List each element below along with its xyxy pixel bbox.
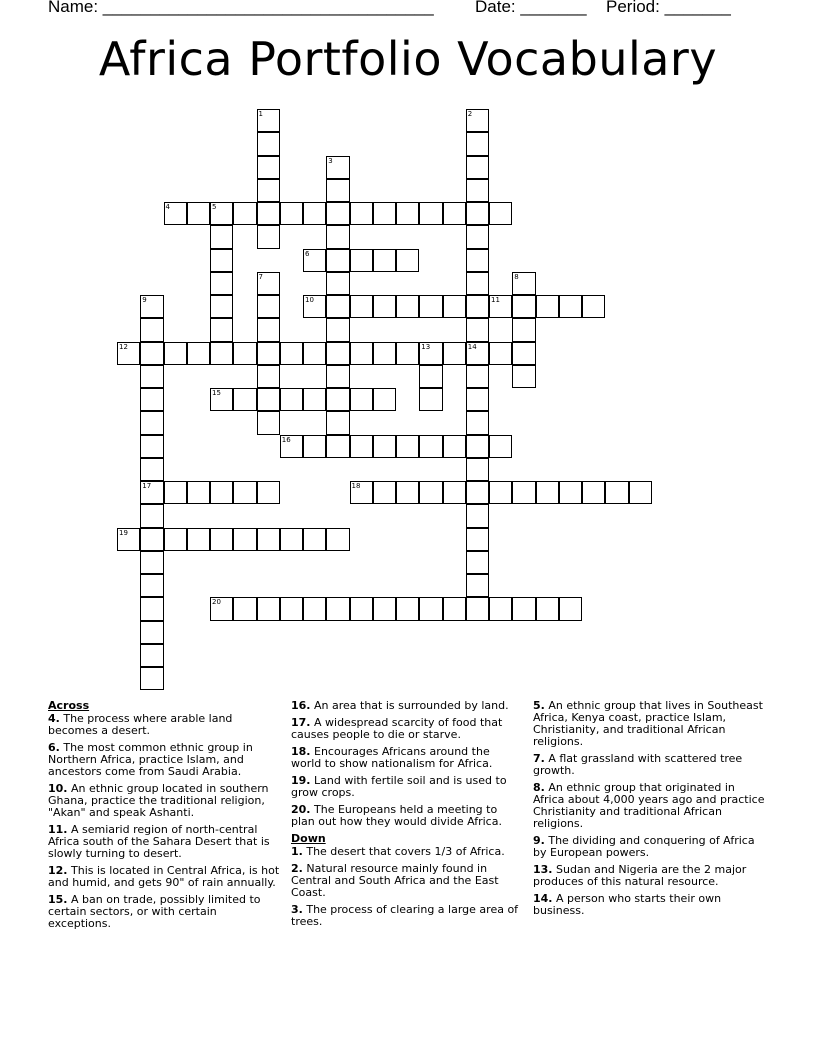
- crossword-cell[interactable]: [396, 249, 419, 272]
- clue-number: 8.: [533, 781, 545, 794]
- crossword-cell[interactable]: [326, 272, 349, 295]
- crossword-cell[interactable]: [443, 202, 466, 225]
- cell-number: 2: [467, 110, 473, 118]
- clue-number: 5.: [533, 699, 545, 712]
- crossword-cell[interactable]: [303, 295, 326, 318]
- crossword-cell[interactable]: [326, 249, 349, 272]
- crossword-cell[interactable]: [419, 481, 442, 504]
- cell-number: 18: [351, 482, 361, 490]
- clue-text: The process of clearing a large area of trees.: [291, 903, 519, 928]
- crossword-cell[interactable]: [489, 202, 512, 225]
- crossword-cell[interactable]: [326, 318, 349, 341]
- crossword-cell[interactable]: [443, 597, 466, 620]
- clue-across-12: [48, 865, 280, 889]
- clue-text: Land with fertile soil and is used to grow crops.: [291, 774, 507, 799]
- crossword-cell[interactable]: [140, 295, 163, 318]
- crossword-cell[interactable]: [303, 528, 326, 551]
- crossword-cell[interactable]: [373, 597, 396, 620]
- crossword-cell[interactable]: [233, 481, 256, 504]
- crossword-cell[interactable]: [257, 528, 280, 551]
- clue-across-17: [291, 717, 523, 741]
- clue-text: Encourages Africans around the world to show nationalism for Africa.: [291, 745, 493, 770]
- clue-text: The most common ethnic group in Northern Africa, practice Islam, and ancestors come from Saudi Arabia.: [48, 741, 253, 778]
- crossword-cell[interactable]: [466, 342, 489, 365]
- crossword-cell[interactable]: [605, 481, 628, 504]
- crossword-cell[interactable]: [210, 597, 233, 620]
- clue-text: This is located in Central Africa, is hot and humid, and gets 90" of rain annually.: [48, 864, 280, 889]
- crossword-cell[interactable]: [140, 388, 163, 411]
- clue-across-4: [48, 713, 280, 737]
- clue-across-20: [291, 804, 523, 828]
- clue-down-9: [533, 835, 765, 859]
- crossword-cell[interactable]: [257, 156, 280, 179]
- crossword-cell[interactable]: [187, 528, 210, 551]
- crossword-cell[interactable]: [443, 435, 466, 458]
- crossword-cell[interactable]: [466, 528, 489, 551]
- clue-text: The Europeans held a meeting to plan out how they would divide Africa.: [291, 803, 502, 828]
- date-field[interactable]: Date: _______: [475, 0, 587, 16]
- crossword-cell[interactable]: [373, 342, 396, 365]
- crossword-cell[interactable]: [419, 597, 442, 620]
- crossword-cell[interactable]: [140, 574, 163, 597]
- crossword-cell[interactable]: [419, 435, 442, 458]
- crossword-cell[interactable]: [280, 202, 303, 225]
- clue-number: 2.: [291, 862, 303, 875]
- crossword-cell[interactable]: [210, 202, 233, 225]
- cell-number: 9: [142, 296, 147, 304]
- crossword-cell[interactable]: [419, 202, 442, 225]
- crossword-cell[interactable]: [489, 295, 512, 318]
- cell-number: 1: [258, 110, 263, 118]
- clue-number: 9.: [533, 834, 545, 847]
- clue-across-16: [291, 700, 523, 712]
- crossword-cell[interactable]: [326, 342, 349, 365]
- clue-text: Sudan and Nigeria are the 2 major produces of this natural resource.: [533, 863, 747, 888]
- crossword-cell[interactable]: [140, 644, 163, 667]
- crossword-cell[interactable]: [117, 528, 140, 551]
- crossword-cell[interactable]: [326, 528, 349, 551]
- clue-number: 1.: [291, 845, 303, 858]
- crossword-cell[interactable]: [210, 249, 233, 272]
- crossword-cell[interactable]: [396, 202, 419, 225]
- crossword-cell[interactable]: [489, 597, 512, 620]
- crossword-cell[interactable]: [187, 342, 210, 365]
- crossword-cell[interactable]: [257, 318, 280, 341]
- crossword-cell[interactable]: [466, 597, 489, 620]
- crossword-cell[interactable]: [140, 318, 163, 341]
- crossword-cell[interactable]: [164, 202, 187, 225]
- clue-number: 16.: [291, 699, 311, 712]
- crossword-cell[interactable]: [257, 132, 280, 155]
- clue-across-15: [48, 894, 280, 930]
- crossword-cell[interactable]: [326, 597, 349, 620]
- crossword-cell[interactable]: [140, 365, 163, 388]
- clue-number: 12.: [48, 864, 68, 877]
- crossword-cell[interactable]: [443, 342, 466, 365]
- crossword-cell[interactable]: [489, 435, 512, 458]
- cell-number: 13: [421, 342, 431, 351]
- clue-number: 14.: [533, 892, 553, 905]
- clues-column-1: [48, 700, 280, 935]
- crossword-cell[interactable]: [396, 597, 419, 620]
- clue-number: 17.: [291, 716, 311, 729]
- crossword-cell[interactable]: [303, 249, 326, 272]
- crossword-cell[interactable]: [466, 202, 489, 225]
- crossword-cell[interactable]: [350, 342, 373, 365]
- crossword-cell[interactable]: [466, 388, 489, 411]
- crossword-cell[interactable]: [280, 435, 303, 458]
- cell-number: 15: [212, 389, 221, 397]
- cell-number: 5: [212, 203, 217, 211]
- crossword-cell[interactable]: [629, 481, 652, 504]
- crossword-cell[interactable]: [140, 621, 163, 644]
- crossword-cell[interactable]: [443, 295, 466, 318]
- crossword-cell[interactable]: [443, 481, 466, 504]
- crossword-cell[interactable]: [140, 597, 163, 620]
- crossword-cell[interactable]: [164, 342, 187, 365]
- crossword-cell[interactable]: [559, 597, 582, 620]
- crossword-cell[interactable]: [210, 318, 233, 341]
- crossword-cell[interactable]: [512, 365, 535, 388]
- cell-number: 12: [119, 342, 128, 351]
- crossword-cell[interactable]: [210, 481, 233, 504]
- crossword-cell[interactable]: [233, 528, 256, 551]
- crossword-cell[interactable]: [350, 435, 373, 458]
- cell-number: 4: [165, 203, 170, 211]
- clue-text: A person who starts their own business.: [533, 892, 722, 917]
- clue-text: The desert that covers 1/3 of Africa.: [306, 845, 505, 858]
- cell-number: 6: [305, 249, 310, 258]
- crossword-cell[interactable]: [257, 365, 280, 388]
- crossword-cell[interactable]: [350, 597, 373, 620]
- down-heading: Down: [291, 832, 326, 845]
- crossword-cell[interactable]: [396, 295, 419, 318]
- crossword-cell[interactable]: [350, 295, 373, 318]
- crossword-cell[interactable]: [536, 481, 559, 504]
- crossword-cell[interactable]: [466, 481, 489, 504]
- crossword-cell[interactable]: [512, 342, 535, 365]
- clue-text: A semiarid region of north-central Africa south of the Sahara Desert that is slowly turning to desert.: [48, 823, 270, 860]
- clue-number: 18.: [291, 745, 311, 758]
- crossword-cell[interactable]: [326, 365, 349, 388]
- crossword-cell[interactable]: [536, 295, 559, 318]
- clue-number: 19.: [291, 774, 311, 787]
- crossword-cell[interactable]: [210, 225, 233, 248]
- crossword-cell[interactable]: [140, 504, 163, 527]
- crossword-cell[interactable]: [303, 597, 326, 620]
- clue-across-11: [48, 824, 280, 860]
- crossword-cell[interactable]: [466, 272, 489, 295]
- crossword-cell[interactable]: [210, 295, 233, 318]
- crossword-cell[interactable]: [512, 597, 535, 620]
- clues-column-2: [291, 700, 523, 933]
- crossword-cell[interactable]: [466, 411, 489, 434]
- crossword-cell[interactable]: [326, 202, 349, 225]
- crossword-cell[interactable]: [257, 179, 280, 202]
- crossword-cell[interactable]: [419, 365, 442, 388]
- clue-down-2: [291, 863, 523, 899]
- clue-down-3: [291, 904, 523, 928]
- crossword-cell[interactable]: [466, 365, 489, 388]
- crossword-cell[interactable]: [466, 504, 489, 527]
- clue-number: 6.: [48, 741, 60, 754]
- crossword-cell[interactable]: [512, 295, 535, 318]
- crossword-cell[interactable]: [164, 481, 187, 504]
- clue-number: 4.: [48, 712, 60, 725]
- crossword-cell[interactable]: [140, 481, 163, 504]
- crossword-cell[interactable]: [326, 179, 349, 202]
- crossword-cell[interactable]: [582, 481, 605, 504]
- crossword-cell[interactable]: [466, 458, 489, 481]
- crossword-cell[interactable]: [257, 481, 280, 504]
- crossword-cell[interactable]: [140, 528, 163, 551]
- crossword-cell[interactable]: [489, 342, 512, 365]
- crossword-cell[interactable]: [303, 342, 326, 365]
- clue-text: An area that is surrounded by land.: [314, 699, 509, 712]
- cell-number: 11: [491, 296, 500, 304]
- crossword-cell[interactable]: [187, 202, 210, 225]
- crossword-cell[interactable]: [466, 435, 489, 458]
- crossword-cell[interactable]: [419, 342, 442, 365]
- cell-number: 16: [281, 435, 291, 444]
- crossword-cell[interactable]: [466, 156, 489, 179]
- crossword-cell[interactable]: [280, 597, 303, 620]
- clue-down-5: [533, 700, 765, 748]
- crossword-cell[interactable]: [326, 295, 349, 318]
- cell-number: 8: [514, 272, 519, 281]
- cell-number: 17: [142, 482, 152, 490]
- crossword-cell[interactable]: [396, 342, 419, 365]
- crossword-cell[interactable]: [140, 667, 163, 690]
- crossword-cell[interactable]: [140, 411, 163, 434]
- cell-number: 3: [328, 156, 333, 165]
- crossword-cell[interactable]: [140, 435, 163, 458]
- crossword-cell[interactable]: [326, 435, 349, 458]
- crossword-cell[interactable]: [350, 202, 373, 225]
- clues-column-3: [533, 700, 765, 922]
- crossword-cell[interactable]: [326, 411, 349, 434]
- crossword-cell[interactable]: [233, 597, 256, 620]
- crossword-cell[interactable]: [466, 318, 489, 341]
- clue-number: 10.: [48, 782, 68, 795]
- crossword-cell[interactable]: [350, 249, 373, 272]
- crossword-cell[interactable]: [303, 388, 326, 411]
- clue-text: An ethnic group that originated in Africa about 4,000 years ago and practice Christianity and traditional African religions.: [533, 781, 765, 830]
- crossword-cell[interactable]: [280, 388, 303, 411]
- crossword-cell[interactable]: [466, 249, 489, 272]
- crossword-cell[interactable]: [466, 179, 489, 202]
- clue-number: 13.: [533, 863, 553, 876]
- crossword-cell[interactable]: [373, 435, 396, 458]
- crossword-cell[interactable]: [512, 272, 535, 295]
- crossword-cell[interactable]: [373, 202, 396, 225]
- crossword-cell[interactable]: [466, 109, 489, 132]
- crossword-cell[interactable]: [164, 528, 187, 551]
- name-field[interactable]: Name: ___________________________________: [48, 0, 434, 16]
- page-title: Africa Portfolio Vocabulary: [98, 32, 718, 86]
- clue-text: A widespread scarcity of food that causes people to die or starve.: [291, 716, 503, 741]
- clue-across-6: [48, 742, 280, 778]
- crossword-cell[interactable]: [466, 295, 489, 318]
- crossword-cell[interactable]: [350, 388, 373, 411]
- crossword-cell[interactable]: [117, 342, 140, 365]
- crossword-cell[interactable]: [419, 388, 442, 411]
- clue-down-13: [533, 864, 765, 888]
- crossword-cell[interactable]: [373, 481, 396, 504]
- crossword-cell[interactable]: [210, 388, 233, 411]
- crossword-cell[interactable]: [140, 551, 163, 574]
- crossword-cell[interactable]: [210, 528, 233, 551]
- cell-number: 20: [212, 598, 221, 607]
- clue-text: An ethnic group that lives in Southeast Africa, Kenya coast, practice Islam, Christianity, and traditional African religions.: [533, 699, 763, 748]
- crossword-cell[interactable]: [373, 249, 396, 272]
- crossword-cell[interactable]: [489, 481, 512, 504]
- clue-number: 15.: [48, 893, 68, 906]
- crossword-cell[interactable]: [257, 295, 280, 318]
- clue-text: An ethnic group located in southern Ghana, practice the traditional religion, "Akan" and speak Ashanti.: [48, 782, 269, 819]
- crossword-cell[interactable]: [466, 574, 489, 597]
- crossword-cell[interactable]: [210, 342, 233, 365]
- crossword-cell[interactable]: [512, 481, 535, 504]
- crossword-cell[interactable]: [350, 481, 373, 504]
- crossword-cell[interactable]: [512, 318, 535, 341]
- cell-number: 10: [305, 296, 314, 304]
- clue-text: Natural resource mainly found in Central and South Africa and the East Coast.: [291, 862, 499, 899]
- crossword-cell[interactable]: [257, 272, 280, 295]
- crossword-cell[interactable]: [280, 528, 303, 551]
- period-field[interactable]: Period: _______: [606, 0, 731, 16]
- crossword-cell[interactable]: [280, 342, 303, 365]
- clue-text: The dividing and conquering of Africa by European powers.: [533, 834, 755, 859]
- crossword-cell[interactable]: [466, 132, 489, 155]
- clue-down-14: [533, 893, 765, 917]
- crossword-cell[interactable]: [536, 597, 559, 620]
- crossword-cell[interactable]: [303, 435, 326, 458]
- crossword-cell[interactable]: [187, 481, 210, 504]
- cell-number: 7: [258, 272, 263, 281]
- crossword-cell[interactable]: [326, 388, 349, 411]
- crossword-cell[interactable]: [210, 272, 233, 295]
- crossword-cell[interactable]: [373, 388, 396, 411]
- crossword-cell[interactable]: [419, 295, 442, 318]
- clue-number: 11.: [48, 823, 68, 836]
- crossword-cell[interactable]: [257, 202, 280, 225]
- crossword-cell[interactable]: [257, 109, 280, 132]
- crossword-cell[interactable]: [326, 156, 349, 179]
- cell-number: 19: [119, 528, 128, 537]
- clue-across-19: [291, 775, 523, 799]
- crossword-cell[interactable]: [233, 342, 256, 365]
- cell-number: 14: [467, 342, 477, 351]
- clue-number: 7.: [533, 752, 545, 765]
- crossword-cell[interactable]: [257, 342, 280, 365]
- crossword-cell[interactable]: [303, 202, 326, 225]
- clue-across-18: [291, 746, 523, 770]
- crossword-cell[interactable]: [233, 202, 256, 225]
- clue-text: The process where arable land becomes a desert.: [48, 712, 233, 737]
- crossword-cell[interactable]: [559, 481, 582, 504]
- crossword-cell[interactable]: [466, 551, 489, 574]
- crossword-cell[interactable]: [396, 435, 419, 458]
- crossword-cell[interactable]: [466, 225, 489, 248]
- crossword-cell[interactable]: [257, 411, 280, 434]
- crossword-cell[interactable]: [140, 342, 163, 365]
- crossword-cell[interactable]: [233, 388, 256, 411]
- clue-number: 3.: [291, 903, 303, 916]
- crossword-cell[interactable]: [140, 458, 163, 481]
- across-heading: Across: [48, 699, 90, 712]
- clue-text: A flat grassland with scattered tree growth.: [533, 752, 743, 777]
- crossword-cell[interactable]: [582, 295, 605, 318]
- clue-number: 20.: [291, 803, 311, 816]
- clue-down-1: [291, 846, 523, 858]
- clue-text: A ban on trade, possibly limited to certain sectors, or with certain exceptions.: [48, 893, 261, 930]
- clue-down-7: [533, 753, 765, 777]
- crossword-cell[interactable]: [396, 481, 419, 504]
- crossword-cell[interactable]: [257, 225, 280, 248]
- crossword-cell[interactable]: [257, 388, 280, 411]
- clue-across-10: [48, 783, 280, 819]
- crossword-cell[interactable]: [559, 295, 582, 318]
- crossword-cell[interactable]: [373, 295, 396, 318]
- clue-down-8: [533, 782, 765, 830]
- crossword-cell[interactable]: [257, 597, 280, 620]
- crossword-cell[interactable]: [326, 225, 349, 248]
